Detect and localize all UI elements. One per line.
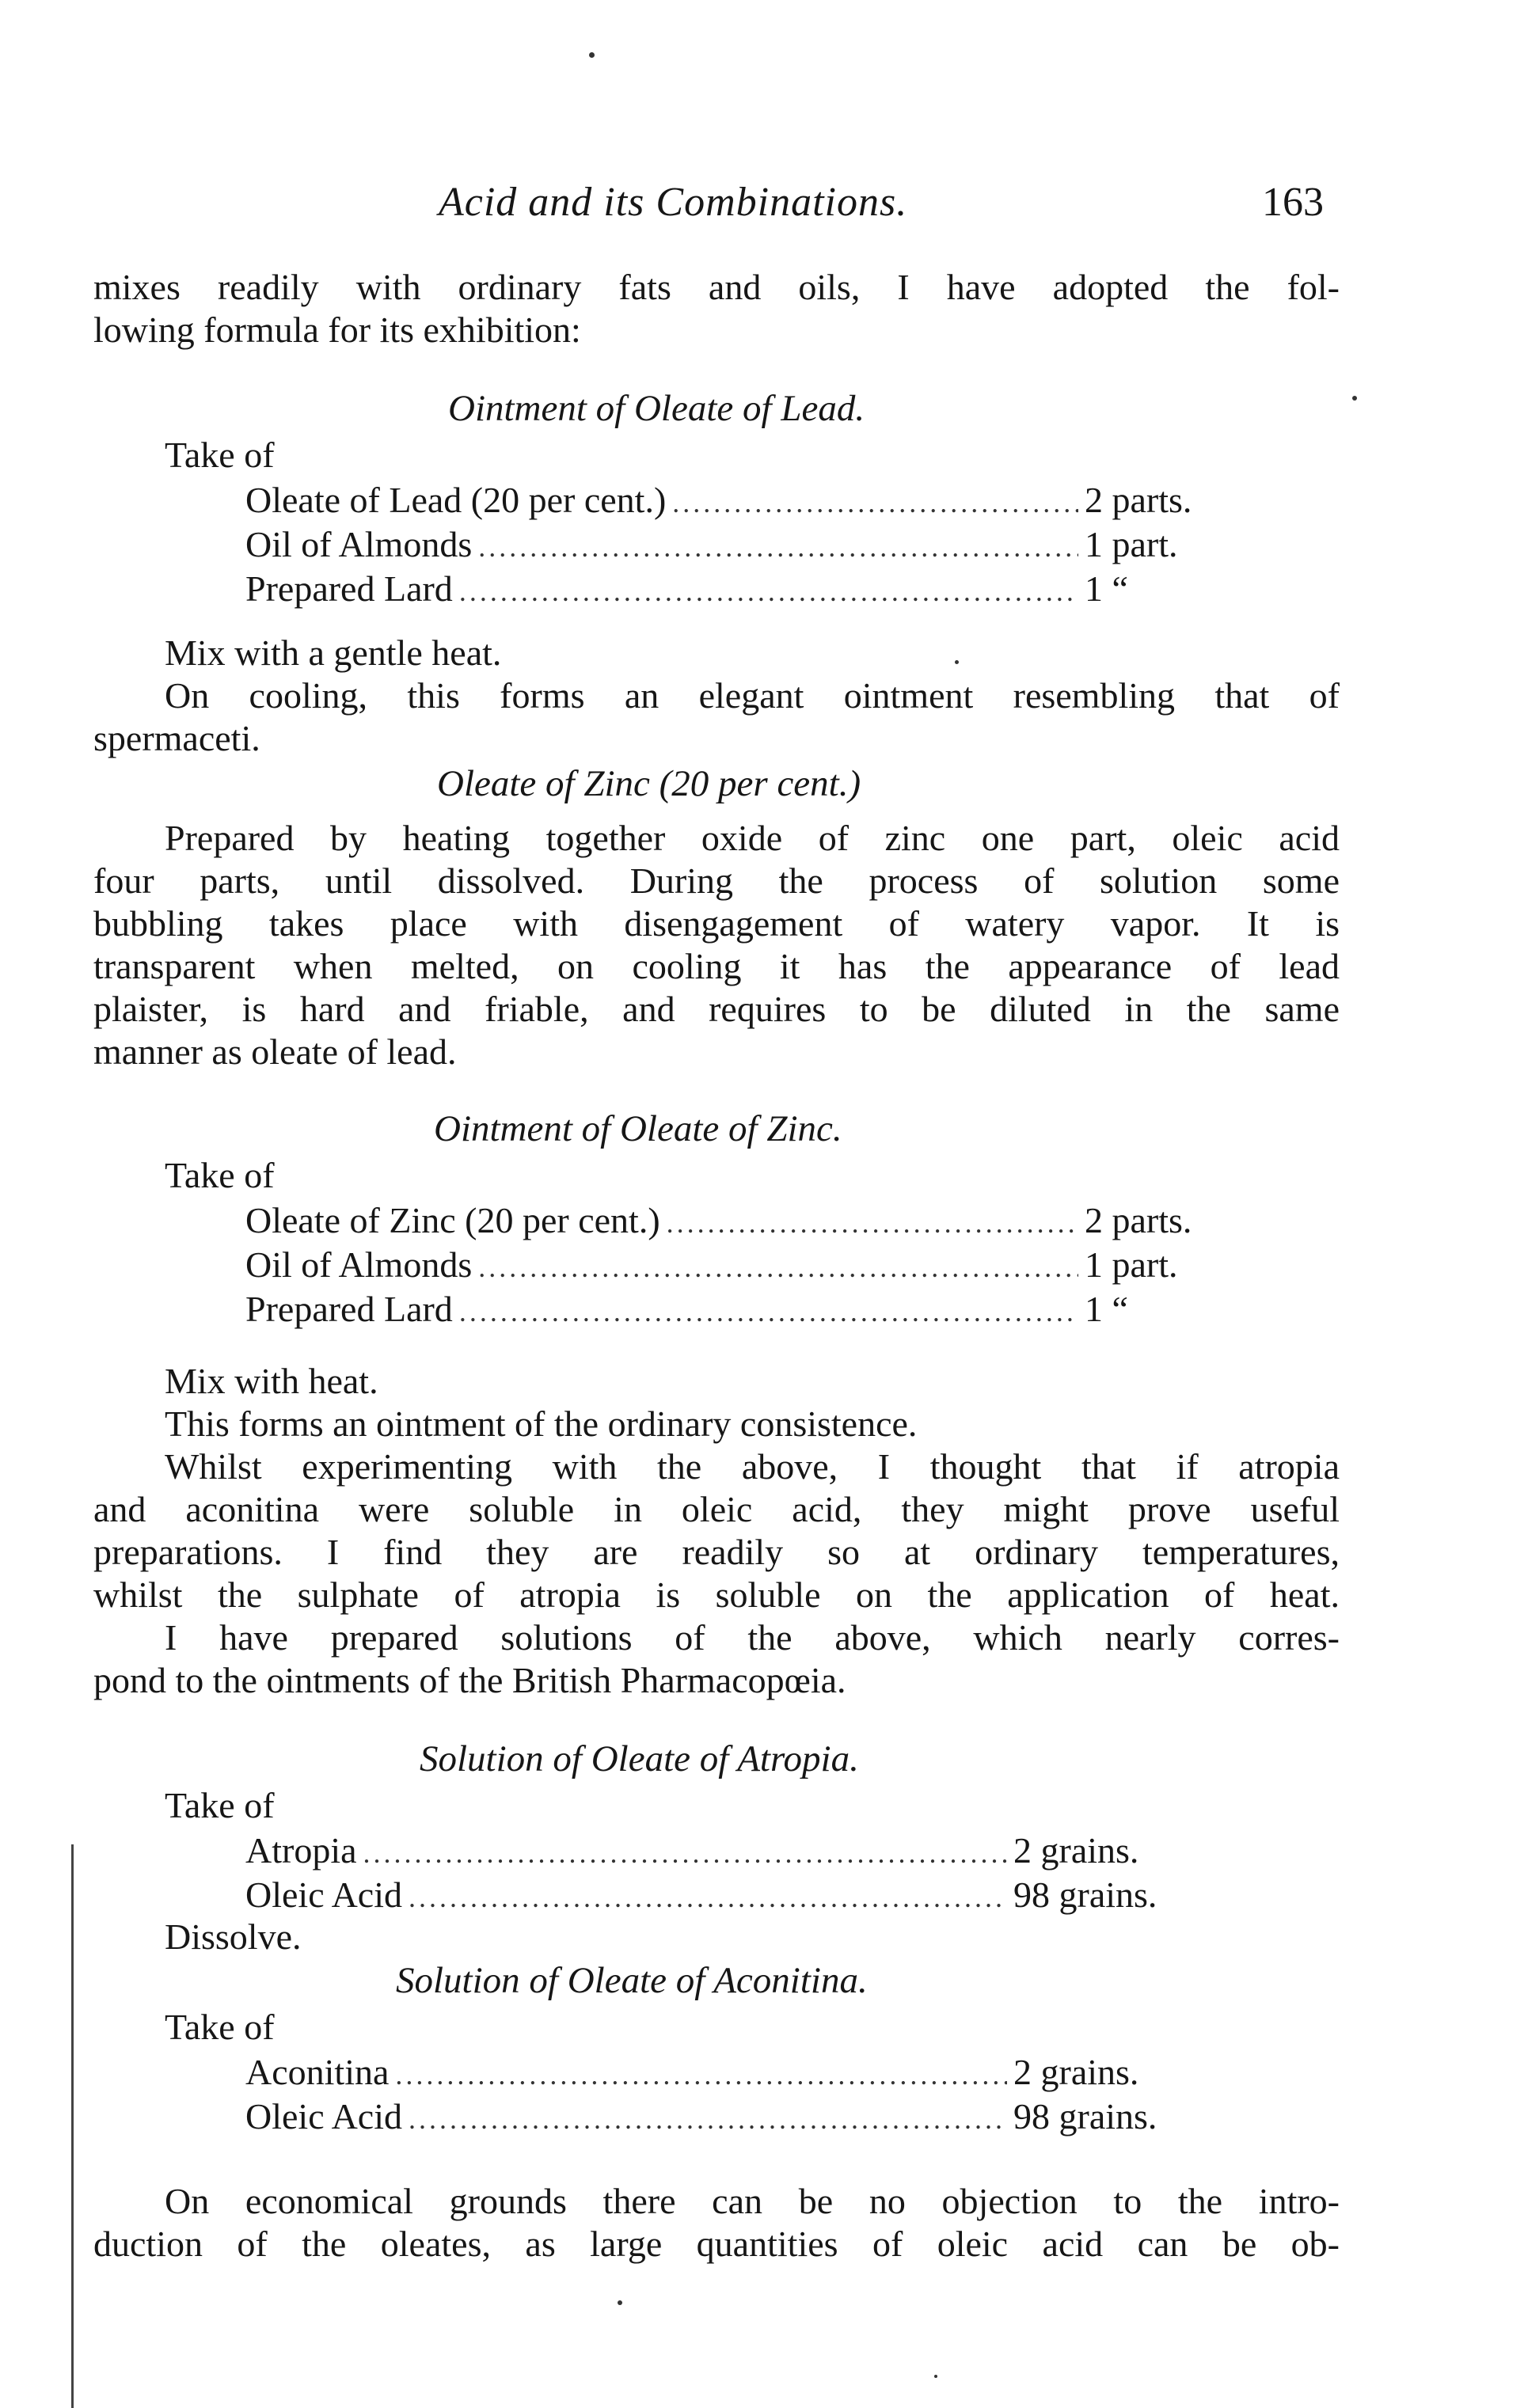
ingredient-row: [245, 1829, 1195, 1873]
recipe-instruction: Mix with a gentle heat.: [165, 632, 502, 673]
ingredient-quantity: 2 grains.: [1013, 1830, 1139, 1871]
ingredient-quantity: 2 grains.: [1013, 2052, 1139, 2092]
ingredient-row: [245, 1243, 1219, 1287]
paragraph: [93, 266, 1340, 351]
ingredient-quantity: 1 part.: [1085, 524, 1178, 564]
ingredient-row: [245, 1287, 1219, 1331]
ingredient-quantity: 98 grains.: [1013, 1874, 1157, 1915]
ingredient-quantity: 1 “: [1085, 1289, 1128, 1329]
scan-speck: [618, 2300, 622, 2305]
text-line: I have prepared solutions of the above, which nearly corres-: [165, 1617, 1340, 1658]
ingredient-name: Oleic Acid: [245, 1874, 402, 1915]
running-title: Acid and its Combinations.: [439, 180, 908, 225]
text-line: manner as oleate of lead.: [93, 1031, 457, 1072]
ingredient-name: Oil of Almonds: [245, 524, 473, 564]
text-line: four parts, until dissolved. During the process of solution some: [93, 860, 1340, 901]
text-line: whilst the sulphate of atropia is soluble on the application of heat.: [93, 1574, 1340, 1615]
text-line: On economical grounds there can be no objection to the intro-: [165, 2181, 1340, 2221]
paragraph: This forms an ointment of the ordinary consistence.: [165, 1403, 918, 1444]
scan-speck: [589, 52, 595, 58]
leader-dots: [459, 569, 1078, 613]
ingredient-row: [245, 2050, 1195, 2095]
ingredient-name: Oleate of Zinc (20 per cent.): [245, 1200, 660, 1240]
paragraph: [93, 674, 1340, 760]
leader-dots: [459, 1289, 1078, 1334]
text-line: Whilst experimenting with the above, I thought that if atropia: [165, 1446, 1340, 1487]
ingredient-row: [245, 2095, 1195, 2139]
ingredient-row: [245, 1198, 1219, 1243]
leader-dots: [409, 1875, 1007, 1920]
paragraph: [93, 1616, 1340, 1702]
text-line: preparations. I find they are readily so at ordinary temperatures,: [93, 1532, 1340, 1572]
ingredient-name: Aconitina: [245, 2052, 390, 2092]
leader-dots: [667, 1201, 1078, 1245]
ingredient-name: Prepared Lard: [245, 568, 453, 609]
ingredient-row: [245, 567, 1219, 611]
ingredient-quantity: 98 grains.: [1013, 2096, 1157, 2136]
ingredient-name: Oleic Acid: [245, 2096, 402, 2136]
leader-dots: [478, 525, 1078, 569]
text-line: bubbling takes place with disengagement of watery vapor. It is: [93, 903, 1340, 944]
ingredient-quantity: 1 “: [1085, 568, 1128, 609]
leader-dots: [409, 2097, 1007, 2141]
text-line: Prepared by heating together oxide of zinc one part, oleic acid: [165, 818, 1340, 858]
ingredient-row: [245, 1873, 1195, 1917]
recipe-heading: Solution of Oleate of Aconitina.: [396, 1960, 868, 2001]
ingredient-name: Atropia: [245, 1830, 357, 1871]
ingredient-quantity: 1 part.: [1085, 1244, 1178, 1285]
text-line: and aconitina were soluble in oleic acid, they might prove useful: [93, 1489, 1340, 1529]
binding-edge-shadow: [71, 1844, 74, 2408]
ingredient-name: Prepared Lard: [245, 1289, 453, 1329]
section-heading: Oleate of Zinc (20 per cent.): [437, 763, 861, 804]
text-line: mixes readily with ordinary fats and oils, I have adopted the fol-: [93, 267, 1340, 307]
paragraph: [93, 817, 1340, 1073]
text-line: On cooling, this forms an elegant ointment resembling that of: [165, 675, 1340, 716]
text-line: plaister, is hard and friable, and requires to be diluted in the same: [93, 989, 1340, 1029]
text-line: spermaceti.: [93, 718, 260, 758]
leader-dots: [395, 2053, 1007, 2097]
recipe-heading: Solution of Oleate of Atropia.: [420, 1738, 859, 1779]
take-of-label: Take of: [165, 2007, 275, 2047]
recipe-heading: Ointment of Oleate of Zinc.: [434, 1108, 842, 1149]
ingredient-row: [245, 478, 1219, 522]
recipe-instruction: Dissolve.: [165, 1916, 302, 1957]
recipe-instruction: Mix with heat.: [165, 1361, 378, 1401]
ingredient-name: Oleate of Lead (20 per cent.): [245, 480, 667, 520]
page-number: 163: [1262, 180, 1324, 225]
recipe-heading: Ointment of Oleate of Lead.: [448, 388, 865, 429]
text-line: transparent when melted, on cooling it has the appearance of lead: [93, 946, 1340, 986]
text-line: duction of the oleates, as large quantities of oleic acid can be ob-: [93, 2224, 1340, 2264]
ingredient-quantity: 2 parts.: [1085, 480, 1192, 520]
text-line: pond to the ointments of the British Pharmacopœia.: [93, 1660, 846, 1700]
ingredient-quantity: 2 parts.: [1085, 1200, 1192, 1240]
text-line: lowing formula for its exhibition:: [93, 310, 581, 350]
take-of-label: Take of: [165, 1155, 275, 1195]
leader-dots: [478, 1245, 1078, 1289]
take-of-label: Take of: [165, 435, 275, 475]
ingredient-name: Oil of Almonds: [245, 1244, 473, 1285]
scan-speck: [955, 660, 959, 664]
paragraph: [93, 2180, 1340, 2266]
scan-speck: [934, 2375, 937, 2378]
leader-dots: [363, 1831, 1007, 1875]
leader-dots: [672, 480, 1078, 525]
paragraph: [93, 1445, 1340, 1616]
scan-speck: [1352, 396, 1357, 401]
ingredient-row: [245, 522, 1219, 567]
take-of-label: Take of: [165, 1785, 275, 1825]
